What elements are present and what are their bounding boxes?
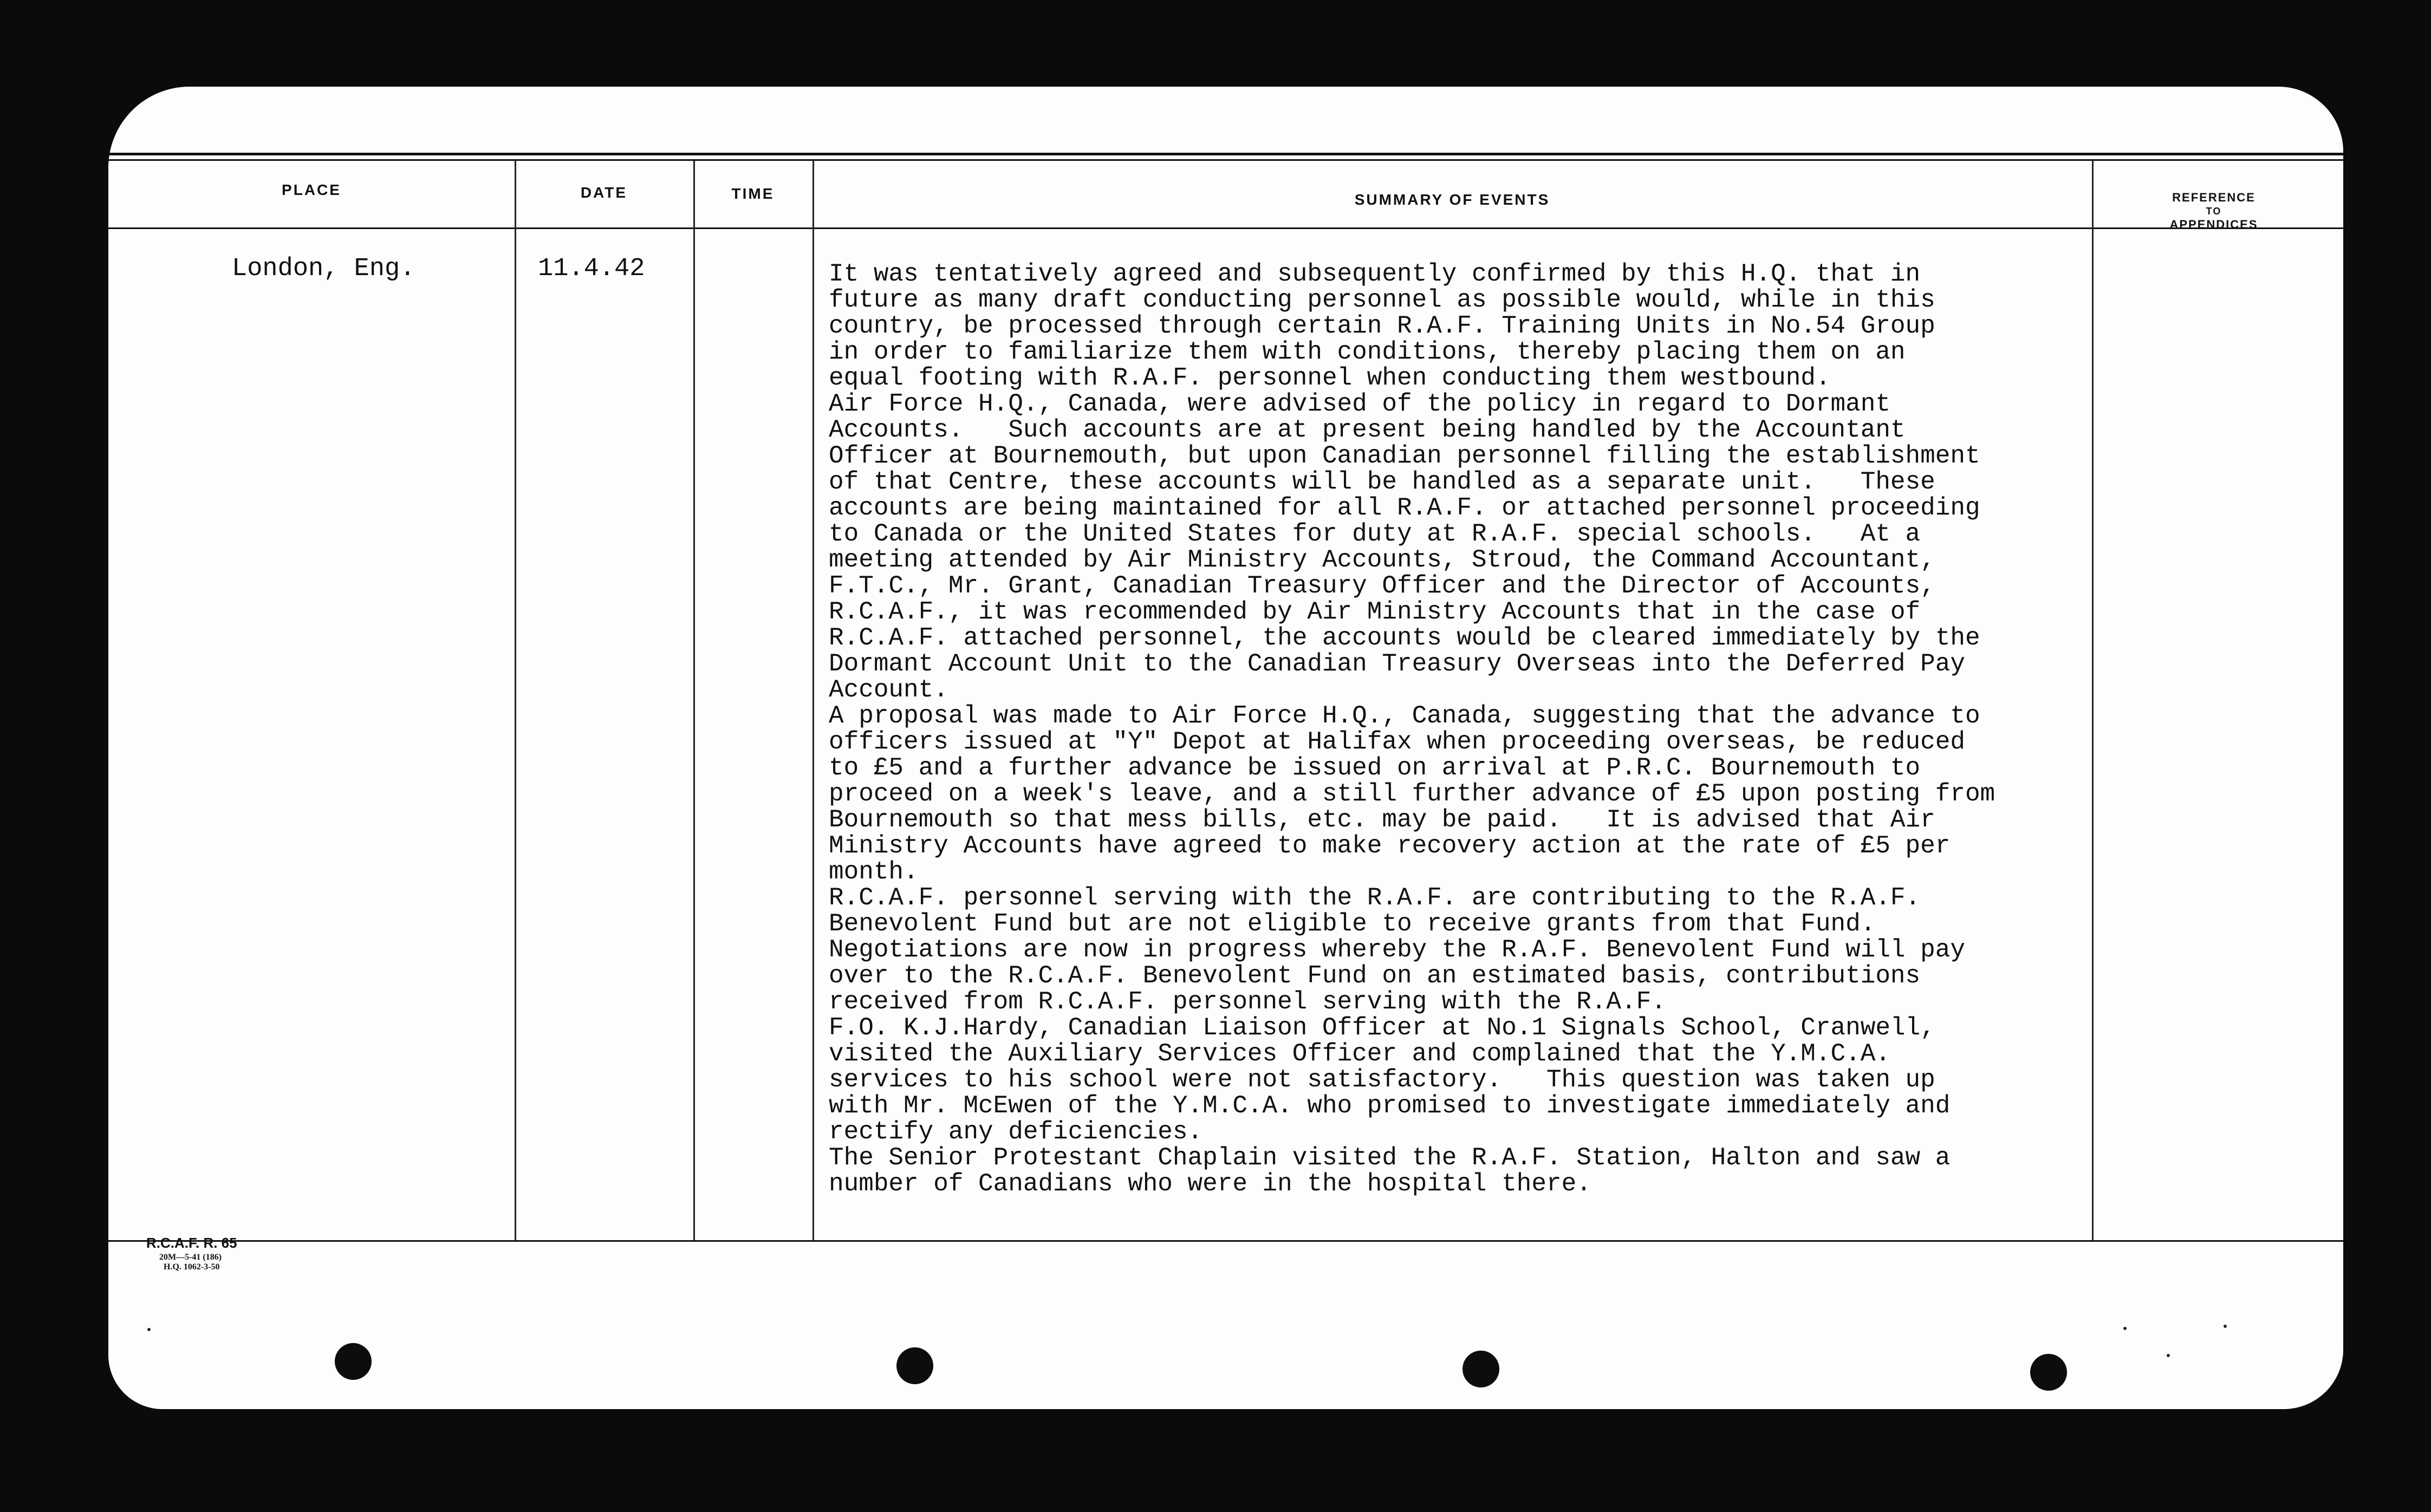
speck <box>2224 1325 2227 1328</box>
punch-hole-1 <box>335 1343 372 1380</box>
place-column-header: PLACE <box>282 181 341 198</box>
form-identifier <box>146 1235 309 1272</box>
event-line: Bournemouth so that mess bills, etc. may be paid. It is advised that Air <box>829 806 1935 834</box>
event-line: to Canada or the United States for duty at R.A.F. special schools. At a <box>829 520 1921 548</box>
event-line: rectify any deficiencies. <box>829 1118 1203 1146</box>
event-line: R.C.A.F. attached personnel, the accounts would be cleared immediately by the <box>829 624 1980 652</box>
event-line: officers issued at "Y" Depot at Halifax when proceeding overseas, be reduced <box>829 728 1965 756</box>
event-line: Air Force H.Q., Canada, were advised of the policy in regard to Dormant <box>829 390 1890 418</box>
event-line: country, be processed through certain R.A.F. Training Units in No.54 Group <box>829 312 1935 340</box>
speck <box>2167 1354 2170 1357</box>
header-top-rule-2 <box>108 159 2343 161</box>
event-line: The Senior Protestant Chaplain visited the R.A.F. Station, Halton and saw a <box>829 1144 1951 1172</box>
event-line: of that Centre, these accounts will be handled as a separate unit. These <box>829 468 1935 496</box>
event-line: month. <box>829 858 919 886</box>
punch-hole-4 <box>2030 1354 2067 1391</box>
reference-header-line-1: REFERENCE <box>2172 191 2256 204</box>
event-line: It was tentatively agreed and subsequently confirmed by this H.Q. that in <box>829 260 1921 288</box>
entry-date: 11.4.42 <box>538 255 645 283</box>
speck <box>2123 1327 2127 1330</box>
reference-column-header <box>2092 190 2336 233</box>
time-column-header: TIME <box>731 185 775 202</box>
entry-place: London, Eng. <box>232 255 415 283</box>
event-line: F.O. K.J.Hardy, Canadian Liaison Officer at No.1 Signals School, Cranwell, <box>829 1014 1935 1042</box>
summary-of-events-text <box>829 261 2107 1197</box>
form-print-code: 20M—5-41 (186) <box>159 1253 222 1262</box>
header-bottom-rule <box>108 227 2343 229</box>
divider-time-summary <box>812 161 814 1240</box>
form-number: R.C.A.F. R. 65 <box>146 1235 237 1251</box>
event-line: Ministry Accounts have agreed to make recovery action at the rate of £5 per <box>829 832 1951 860</box>
event-line: Accounts. Such accounts are at present being handled by the Accountant <box>829 416 1906 444</box>
event-line: proceed on a week's leave, and a still further advance of £5 upon posting from <box>829 780 1995 808</box>
war-diary-sheet <box>108 87 2343 1409</box>
event-line: visited the Auxiliary Services Officer and complained that the Y.M.C.A. <box>829 1040 1890 1068</box>
event-line: Officer at Bournemouth, but upon Canadian personnel filling the establishment <box>829 442 1980 470</box>
divider-date-time <box>693 161 695 1240</box>
reference-header-line-2: TO <box>2206 206 2222 217</box>
event-line: A proposal was made to Air Force H.Q., Canada, suggesting that the advance to <box>829 702 1980 730</box>
event-line: meeting attended by Air Ministry Accounts, Stroud, the Command Accountant, <box>829 546 1935 574</box>
event-line: Negotiations are now in progress whereby the R.A.F. Benevolent Fund will pay <box>829 936 1965 964</box>
event-line: to £5 and a further advance be issued on arrival at P.R.C. Bournemouth to <box>829 754 1921 782</box>
event-line: equal footing with R.A.F. personnel when conducting them westbound. <box>829 364 1831 392</box>
form-hq-code: H.Q. 1062-3-50 <box>164 1262 220 1272</box>
event-line: in order to familiarize them with conditions, thereby placing them on an <box>829 338 1906 366</box>
event-line: over to the R.C.A.F. Benevolent Fund on an estimated basis, contributions <box>829 962 1921 990</box>
event-line: R.C.A.F. personnel serving with the R.A.F. are contributing to the R.A.F. <box>829 884 1921 912</box>
punch-hole-3 <box>1462 1351 1499 1387</box>
summary-column-header: SUMMARY OF EVENTS <box>1354 191 1550 208</box>
event-line: Dormant Account Unit to the Canadian Treasury Overseas into the Deferred Pay <box>829 650 1965 678</box>
divider-place-date <box>515 161 516 1240</box>
event-line: received from R.C.A.F. personnel serving with the R.A.F. <box>829 988 1666 1016</box>
event-line: accounts are being maintained for all R.A.F. or attached personnel proceeding <box>829 494 1980 522</box>
reference-header-line-3: APPENDICES <box>2169 218 2258 231</box>
table-bottom-rule <box>108 1240 2343 1242</box>
event-line: R.C.A.F., it was recommended by Air Ministry Accounts that in the case of <box>829 598 1921 626</box>
event-line: services to his school were not satisfactory. This question was taken up <box>829 1066 1935 1094</box>
event-line: Account. <box>829 676 948 704</box>
punch-hole-2 <box>896 1347 933 1384</box>
event-line: number of Canadians who were in the hospital there. <box>829 1170 1591 1198</box>
event-line: Benevolent Fund but are not eligible to receive grants from that Fund. <box>829 910 1876 938</box>
speck <box>147 1328 151 1331</box>
event-line: with Mr. McEwen of the Y.M.C.A. who promised to investigate immediately and <box>829 1092 1951 1120</box>
date-column-header: DATE <box>580 184 628 201</box>
event-line: F.T.C., Mr. Grant, Canadian Treasury Officer and the Director of Accounts, <box>829 572 1935 600</box>
header-top-rule <box>108 153 2343 155</box>
event-line: future as many draft conducting personnel as possible would, while in this <box>829 286 1935 314</box>
